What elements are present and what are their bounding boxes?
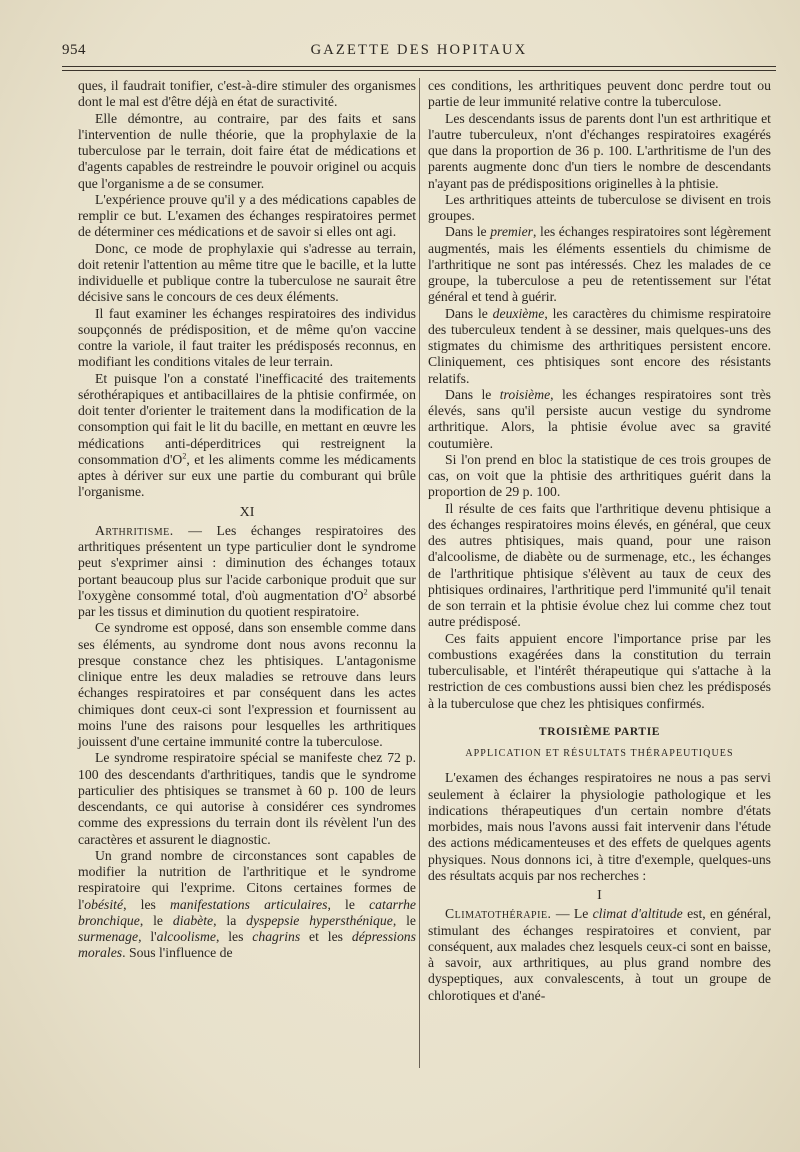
header-rule-thick xyxy=(62,70,776,71)
text-run: , le xyxy=(392,912,416,928)
text-run: Un grand nombre de circonstances sont capables de modifier la nutrition de l'arthritique et le syndrome respiratoire qui l'exprime. Citons certaines formes de l' xyxy=(78,847,416,912)
paragraph: L'examen des échanges respiratoires ne nous a pas servi seulement à éclairer la physiologie pathologique et les indications thérapeutiques d'un certain nombre d'états morbides, mais nous l'avons aussi fait intervenir dans l'étude des actions médicamenteuses et des effets de quelques agents physiques. Nous donnons ici, à titre d'exemple, quelques-uns des résultats acquis par nos recherches : xyxy=(428,770,771,883)
paragraph: Les descendants issus de parents dont l'un est arthritique et l'autre tuberculeux, n'ont d'échanges respiratoires exagérés que dans la proportion de 36 p. 100. L'arthritisme de l'un des parents augmente donc d'un tiers le nombre de descendants n'ayant pas de prédispositions originelles à la phtisie. xyxy=(428,110,771,191)
run-in-heading: Arthritisme. xyxy=(95,522,174,538)
italic-term: diabète xyxy=(172,912,214,928)
paragraph: Ces faits appuient encore l'importance prise par les combustions exagérées dans la constitution du terrain tuberculisable, et l'intérêt thérapeutique qui s'attache à la restriction de ces combustions aussi bien chez les prédisposés à la tuberculose que chez les phtisiques confirmés. xyxy=(428,630,771,711)
section-heading-i: I xyxy=(597,888,602,903)
text-run: — Le xyxy=(551,906,593,922)
left-column xyxy=(78,78,416,962)
right-column xyxy=(428,78,771,1004)
italic-term: obésité xyxy=(84,896,124,912)
text-run: , les caractères du chimisme respiratoire des tuberculeux tendent à se dessiner, mais quelques-uns des stigmates du chimisme des arthritiques persistent encore. Cliniquement, ces phtisiques sont encore des résistants relatifs. xyxy=(428,305,771,386)
text-run: et les xyxy=(300,929,352,944)
paragraph: Donc, ce mode de prophylaxie qui s'adresse au terrain, doit retenir l'attention au même titre que le bacille, et la lutte individuelle et publique contre la tuberculose ne saurait être décisive sans le concours de ces deux éléments. xyxy=(78,240,416,305)
text-run: Dans le xyxy=(445,386,500,402)
paragraph: Il résulte de ces faits que l'arthritique devenu phtisique a des échanges respiratoires moins élevés, en général, que ceux des autres phtisiques, mais quand, pour une raison d'alcoolisme, de diabète ou de surmenage, etc., les échanges de l'arthritique phtisique s'élèvent au taux de ceux des phtisiques ordinaires, l'arthritique perd l'immunité qu'il tenait de son terrain et la phtisie évolue chez lui comme chez tout autre prédisposé. xyxy=(428,500,771,630)
paragraph: ces conditions, les arthritiques peuvent donc perdre tout ou partie de leur immunité relative contre la tuberculose. xyxy=(428,78,771,110)
journal-title: GAZETTE DES HOPITAUX xyxy=(310,42,528,58)
superscript: 2 xyxy=(363,587,368,597)
paragraph: Il faut examiner les échanges respiratoires des individus soupçonnés de prédisposition, et de même qu'on vaccine contre la variole, il faut traiter les prédisposés reconnus, en modifiant les conditions vitales de leur terrain. xyxy=(78,305,416,370)
text-run: est, en général, stimulant des échanges respiratoires et convient, par conséquent, aux malades chez lesquels ceux-ci sont en baisse, à savoir, aux arthritiques, au plus grand nombre des dyspeptiques, aux convalescents, à tout un groupe de chlorotiques et d'ané- xyxy=(428,906,771,1003)
italic-term: dépressions morales xyxy=(78,929,416,961)
italic-term: troisième xyxy=(499,386,551,402)
paragraph xyxy=(428,306,771,387)
paragraph xyxy=(78,371,416,501)
text-run: , le xyxy=(327,896,370,912)
text-run: , les échanges respiratoires sont très élevés, sans qu'il persiste aucun vestige du syndrome arthritique. Alors, la phtisie évolue avec sa gravité coutumière. xyxy=(428,386,771,451)
paragraph: L'expérience prouve qu'il y a des médications capables de remplir ce but. L'examen des échanges respiratoires permet de déterminer ces médications et de savoir si elles ont agi. xyxy=(78,191,416,240)
paragraph xyxy=(78,848,416,962)
italic-term: dyspepsie hypersthénique xyxy=(246,912,393,928)
part-title: TROISIÈME PARTIE xyxy=(538,725,661,738)
paragraph xyxy=(428,387,771,452)
section-heading-xi: XI xyxy=(239,504,255,520)
paragraph: ques, il faudrait tonifier, c'est-à-dire stimuler des organismes dont le mal est d'être déjà en état de suractivité. xyxy=(78,78,416,110)
paragraph: Ce syndrome est opposé, dans son ensemble comme dans ses éléments, au syndrome dont nous avons reconnu la presque constance chez les phtisiques. L'antagonisme clinique entre les deux maladies se retrouve dans leurs échanges respiratoires et par conséquent dans les actes chimiques dont ceux-ci sont l'expression et fournissent au moins l'une des raisons pour lesquelles les arthritiques jouissent d'une certaine immunité contre la tuberculose. xyxy=(78,620,416,749)
italic-term: catarrhe bronchique xyxy=(78,896,416,928)
italic-term: alcoolisme xyxy=(156,929,216,944)
page-header xyxy=(62,36,776,66)
text-run: , les xyxy=(123,896,171,912)
run-in-heading: Climatothérapie. xyxy=(445,906,552,922)
text-run: absorbé par les tissus et diminution du quotient respiratoire. xyxy=(78,587,416,619)
text-run: , l' xyxy=(138,929,157,944)
text-run: , les échanges respiratoires sont légèrement augmentés, mais les éléments essentiels du chimisme de l'arthritique ne sont pas intéressés. Chez les malades de ce groupe, la tuberculose a peu de retentissement sur l'état général et tend à guérir. xyxy=(428,224,771,305)
italic-term: deuxième xyxy=(492,305,545,321)
column-divider xyxy=(419,78,420,1068)
text-run: , la xyxy=(213,912,247,928)
text-run: Et puisque l'on a constaté l'inefficacité des traitements sérothérapiques et antibacillaires de la phtisie confirmée, on doit tenter d'orienter le traitement dans la modification de la consomption qui fait le lit du bacille, en mettant en œuvre les médications anti-déperditrices qui restreignent la consommation d'O xyxy=(78,370,416,467)
text-run: , et les aliments comme les médicaments aptes à dériver sur eux une partie du comburant qui brûle l'organisme. xyxy=(78,451,416,500)
text-run: , les xyxy=(215,929,253,944)
text-run: — Les échanges respiratoires des arthritiques présentent un type particulier dont le syndrome peut s'exprimer ainsi : diminution des échanges totaux portant beaucoup plus sur l'acide carbonique produit que sur l'oxygène consommé total, d'où augmentation d'O xyxy=(78,522,416,603)
header-rule-thin xyxy=(62,66,776,67)
paragraph: Les arthritiques atteints de tuberculose se divisent en trois groupes. xyxy=(428,191,771,223)
italic-term: chagrins xyxy=(252,929,301,944)
paragraph xyxy=(428,224,771,305)
text-run: Dans le xyxy=(445,305,493,321)
text-run: Dans le xyxy=(445,224,491,240)
superscript: 2 xyxy=(182,451,187,461)
italic-term: premier xyxy=(490,224,534,240)
italic-term: surmenage xyxy=(78,929,139,944)
paragraph xyxy=(78,523,416,621)
paragraph xyxy=(428,906,771,1004)
text-run: . Sous l'influence de xyxy=(122,945,233,961)
part-subtitle: APPLICATION ET RÉSULTATS THÉRAPEUTIQUES xyxy=(465,748,734,759)
paragraph: Si l'on prend en bloc la statistique de ces trois groupes de cas, on voit que la phtisie des arthritiques guérit dans la proportion de 29 p. 100. xyxy=(428,451,771,500)
paragraph: Elle démontre, au contraire, par des faits et sans l'intervention de nulle théorie, que la prophylaxie de la tuberculose par le terrain, doit faire état de médications et d'agents capables de restreindre le pouvoir originel ou acquis que l'organisme a de se consumer. xyxy=(78,110,416,191)
text-run: , le xyxy=(139,912,173,928)
italic-term: climat d'altitude xyxy=(592,906,683,922)
italic-term: manifestations articulaires xyxy=(170,896,328,912)
paragraph: Le syndrome respiratoire spécial se manifeste chez 72 p. 100 des descendants d'arthritiques, tandis que le syndrome particulier des phtisiques se transmet à 60 p. 100 de leurs descendants, ce qui autorise à considérer ces syndromes comme des expressions du terrain dont ils révèlent l'un des caractères et assurent le diagnostic. xyxy=(78,750,416,847)
page-number: 954 xyxy=(62,42,86,58)
